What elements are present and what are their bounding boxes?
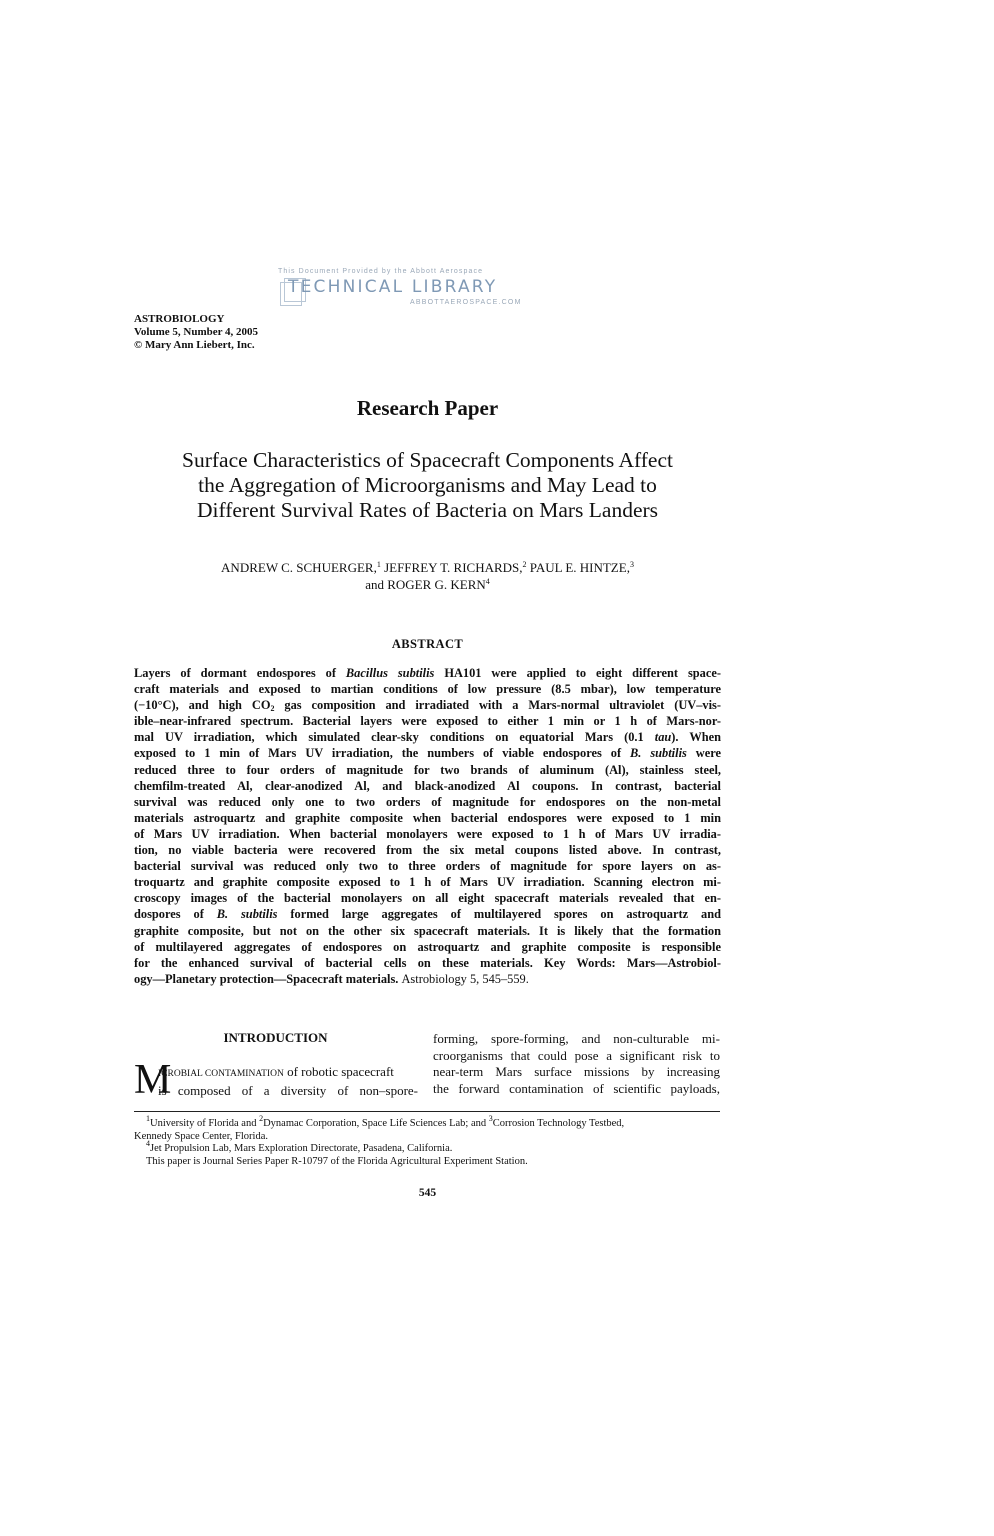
intro-line: near-term Mars surface missions by increasing <box>433 1064 720 1079</box>
abstract-line: mal UV irradiation, which simulated clear-sky conditions on equatorial Mars (0.1 tau). When <box>134 730 721 745</box>
abstract-line: ogy—Planetary protection—Spacecraft materials. Astrobiology 5, 545–559. <box>134 971 529 986</box>
abstract-line: for the enhanced survival of bacterial cells on these materials. Key Words: Mars—Astrobiol- <box>134 955 721 970</box>
section-title: Research Paper <box>356 396 499 420</box>
intro-line: the forward contamination of scientific payloads, <box>433 1080 720 1096</box>
citation: Astrobiology 5, 545–559. <box>401 971 529 986</box>
abstract-line: materials astroquartz and graphite composite when bacterial endospores were exposed to 1 min <box>134 810 721 825</box>
abstract-line: of multilayered aggregates of endospores on astroquartz and graphite composite is responsible <box>134 939 721 954</box>
abstract-line: dospores of B. subtilis formed large aggregates of multilayered spores on astroquartz and <box>134 907 721 922</box>
intro-line: is composed of a diversity of non–spore- <box>158 1082 418 1098</box>
abstract-body <box>134 665 721 987</box>
abstract-line: croscopy images of the bacterial monolayers on all eight spacecraft materials revealed that en- <box>134 891 721 906</box>
abstract-line: bacterial survival was reduced only two to three orders of magnitude for spore layers on as- <box>134 859 721 874</box>
journal-volume: Volume 5, Number 4, 2005 <box>134 326 259 338</box>
abstract-line: survival was reduced only one to two orders of magnitude for endospores on the non-metal <box>134 794 721 809</box>
author-affiliation: 1 <box>376 560 381 569</box>
footnote-line: $^4$Jet Propulsion Lab, Mars Exploration Directorate, Pasadena, California. <box>146 1139 453 1154</box>
abstract-line: of Mars UV irradiation. When bacterial monolayers were exposed to 1 h of Mars UV irradia- <box>134 826 721 841</box>
drop-cap: M <box>134 1057 172 1103</box>
intro-heading: INTRODUCTION <box>223 1030 328 1045</box>
author-name: JEFFREY T. RICHARDS, <box>384 560 523 575</box>
footnote-divider <box>134 1111 720 1112</box>
author-name: and ROGER G. KERN <box>365 577 486 592</box>
abstract-line: Layers of dormant endospores of Bacillus subtilis HA101 were applied to eight different space- <box>134 666 721 680</box>
author-affiliation: 3 <box>629 560 634 569</box>
author-name: PAUL E. HINTZE, <box>529 560 630 575</box>
author-list <box>120 559 735 593</box>
intro-line: forming, spore-forming, and non-culturable mi- <box>433 1031 720 1046</box>
author-affiliation: 2 <box>522 560 527 569</box>
technical-library-watermark <box>276 268 551 318</box>
watermark-line1: This Document Provided by the Abbott Aerospace <box>278 268 484 275</box>
abstract-line: chemfilm-treated Al, clear-anodized Al, and black-anodized Al coupons. In contrast, bacterial <box>134 778 721 793</box>
abstract-line: (−10°C), and high $CO_2$ gas composition and irradiated with a Mars-normal ultraviolet (UV–vis- <box>134 698 722 714</box>
page-number: 545 <box>418 1187 437 1199</box>
abstract-line: troquartz and graphite composite exposed to 1 h of Mars UV irradiation. Scanning electron mi- <box>134 875 721 890</box>
footnote-line: $^1$University of Florida and $^2$Dynamac Corporation, Space Life Sciences Lab; and $^3$Corrosion Technology Testbed, <box>146 1114 625 1129</box>
abstract-line: reduced three to four orders of magnitude for two brands of aluminum (Al), stainless steel, <box>134 762 721 777</box>
intro-right-column <box>433 1031 720 1097</box>
author-affiliation: 4 <box>485 577 490 586</box>
intro-line: ICROBIAL CONTAMINATION of robotic spacecraft <box>158 1064 394 1079</box>
abstract-line: exposed to 1 min of Mars UV irradiation, the numbers of viable endospores of B. subtilis were <box>134 746 722 761</box>
abstract-line: craft materials and exposed to martian conditions of low pressure (8.5 mbar), low temperature <box>134 682 721 697</box>
footnotes <box>134 1114 720 1168</box>
journal-info <box>134 313 258 352</box>
intro-left-column <box>134 1064 418 1099</box>
intro-line: croorganisms that could pose a significant risk to <box>433 1047 720 1063</box>
footnote-line: This paper is Journal Series Paper R-10797 of the Florida Agricultural Experiment Station. <box>146 1155 528 1167</box>
journal-copyright: © Mary Ann Liebert, Inc. <box>134 339 255 351</box>
watermark-line3: ABBOTTAEROSPACE.COM <box>410 299 522 306</box>
title-line: Different Survival Rates of Bacteria on Mars Landers <box>196 498 659 522</box>
watermark-line2: TECHNICAL LIBRARY <box>288 277 498 297</box>
abstract-line: graphite composite, but not on the other six spacecraft materials. It is likely that the formation <box>134 923 721 938</box>
paper-title <box>120 448 735 523</box>
abstract-line: tion, no viable bacteria were recovered from the six metal coupons listed above. In contrast, <box>134 843 721 858</box>
abstract-line: ible–near-infrared spectrum. Bacterial layers were exposed to either 1 min or 1 h of Mars-nor- <box>134 714 721 729</box>
author-name: ANDREW C. SCHUERGER, <box>221 560 377 575</box>
abstract-heading: ABSTRACT <box>391 637 464 651</box>
journal-name: ASTROBIOLOGY <box>134 313 225 325</box>
title-line: the Aggregation of Microorganisms and May Lead to <box>198 473 657 497</box>
footnote-line: Kennedy Space Center, Florida. <box>134 1130 268 1142</box>
title-line: Surface Characteristics of Spacecraft Components Affect <box>182 448 673 472</box>
